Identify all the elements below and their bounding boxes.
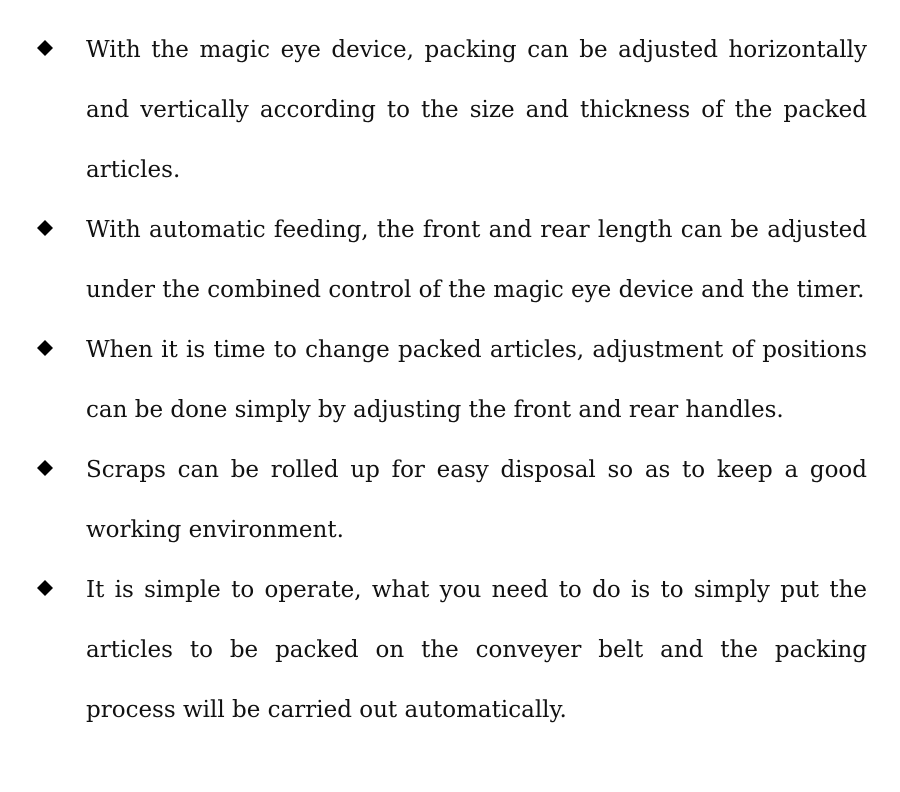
feature-text: When it is time to change packed articles, adjustment of positions can be done simply by adjusting the front and rear handles.: [86, 337, 867, 423]
list-item: [0, 20, 900, 200]
feature-text: It is simple to operate, what you need to do is to simply put the articles to be packed on the conveyer belt and the packing process will be carried out automatically.: [86, 577, 867, 723]
list-item: [0, 440, 900, 560]
list-item: [0, 200, 900, 320]
black-diamond-icon: [37, 580, 53, 596]
feature-list: [0, 20, 900, 740]
black-diamond-icon: [37, 340, 53, 356]
black-diamond-icon: [37, 40, 53, 56]
feature-text: With the magic eye device, packing can be adjusted horizontally and vertically according to the size and thickness of the packed articles.: [86, 37, 867, 183]
feature-text: Scraps can be rolled up for easy disposal so as to keep a good working environment.: [86, 457, 867, 543]
feature-text: With automatic feeding, the front and rear length can be adjusted under the combined control of the magic eye device and the timer.: [86, 217, 867, 303]
list-item: [0, 320, 900, 440]
black-diamond-icon: [37, 460, 53, 476]
list-item: [0, 560, 900, 740]
document-page: [0, 20, 900, 740]
black-diamond-icon: [37, 220, 53, 236]
